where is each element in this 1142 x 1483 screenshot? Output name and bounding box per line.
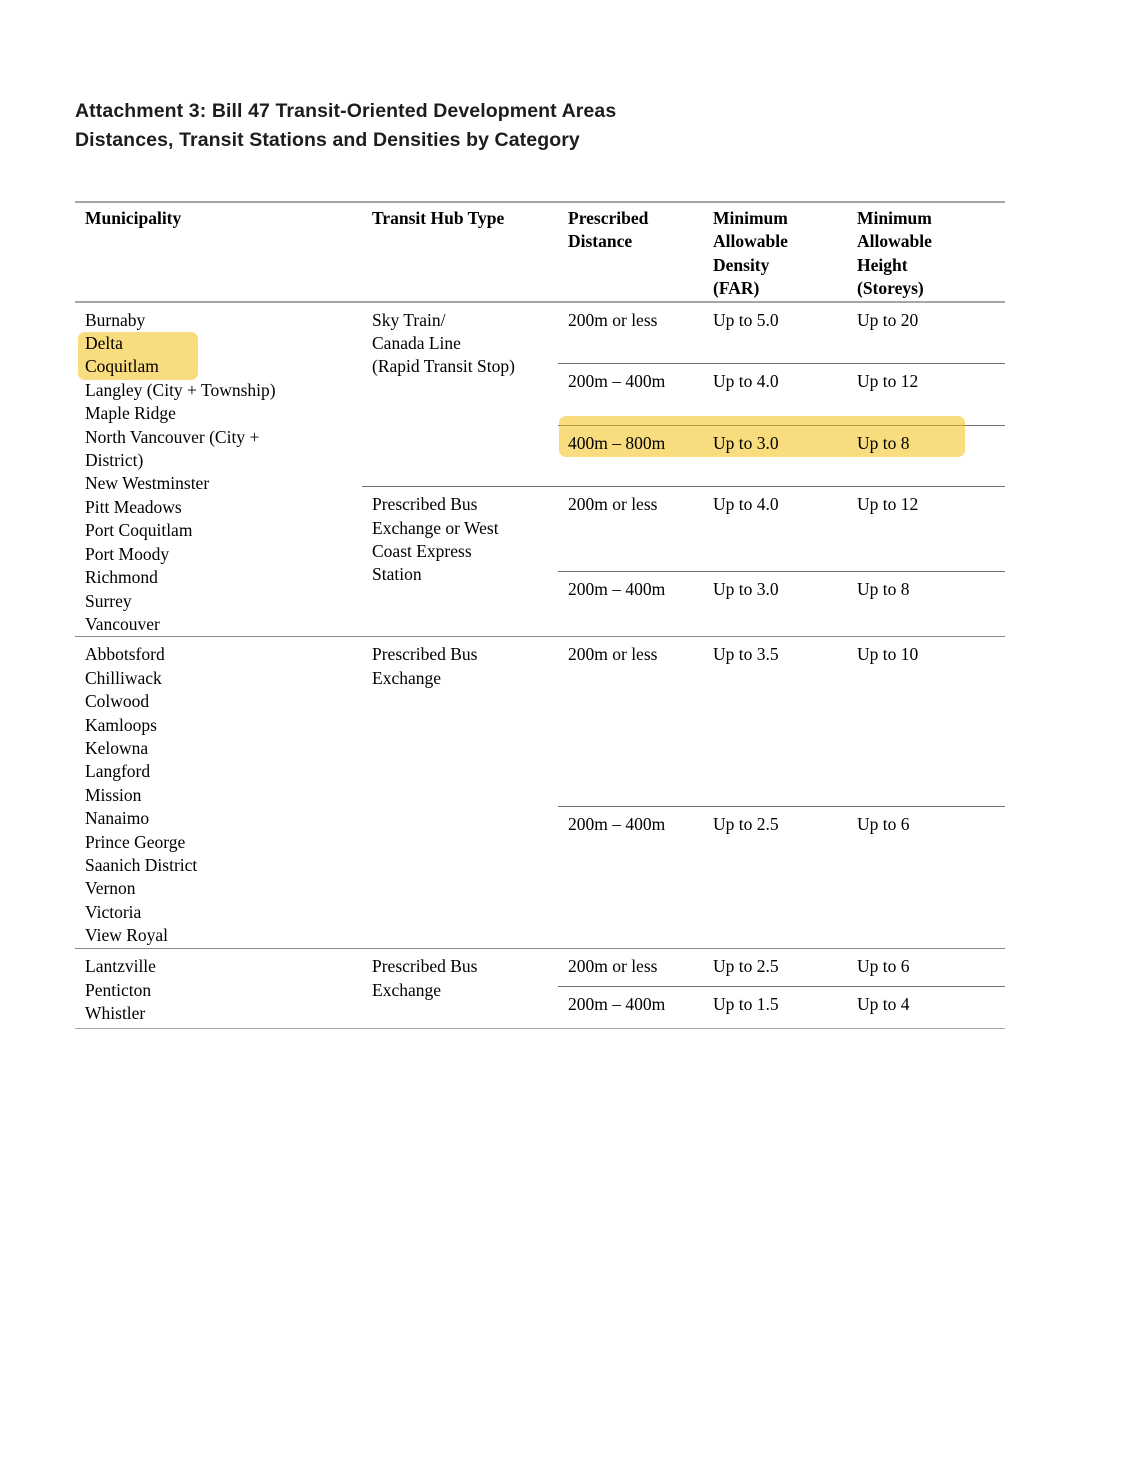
density-cell — [703, 572, 847, 637]
municipality-item: Chilliwack — [85, 667, 162, 688]
table-row — [75, 637, 1005, 807]
hub-type-line: Exchange or West — [372, 517, 499, 538]
municipality-item: Burnaby — [85, 309, 146, 330]
table-row — [75, 302, 1005, 364]
municipality-item: Penticton — [85, 979, 152, 1000]
municipality-item: Saanich District — [85, 854, 198, 875]
hub-type-line: Prescribed Bus — [372, 644, 478, 665]
municipality-cell-group3 — [75, 949, 362, 1029]
municipality-item: Coquitlam — [85, 356, 159, 377]
municipality-item: Whistler — [85, 1003, 146, 1024]
density-value: Up to 2.5 — [713, 956, 779, 977]
distance-cell — [558, 426, 703, 487]
height-value: Up to 20 — [857, 309, 919, 330]
hub-type-line: Station — [372, 564, 422, 585]
hub-type-line: Prescribed Bus — [372, 956, 478, 977]
column-header-hub-type: Transit Hub Type — [362, 202, 558, 302]
distance-value: 200m or less — [568, 956, 658, 977]
municipality-item: Langford — [85, 761, 151, 782]
density-value: Up to 1.5 — [713, 994, 779, 1015]
distance-value: 200m – 400m — [568, 579, 666, 600]
municipality-item: Mission — [85, 784, 142, 805]
height-cell — [847, 487, 1005, 572]
distance-value: 200m or less — [568, 309, 658, 330]
municipality-item: Richmond — [85, 567, 158, 588]
density-value: Up to 3.5 — [713, 644, 779, 665]
distance-cell — [558, 572, 703, 637]
municipality-item: New Westminster — [85, 473, 210, 494]
municipality-item: Nanaimo — [85, 808, 150, 829]
height-value: Up to 6 — [857, 956, 910, 977]
density-value: Up to 4.0 — [713, 371, 779, 392]
hub-type-cell — [362, 949, 558, 1029]
municipality-item: Port Coquitlam — [85, 520, 193, 541]
height-value: Up to 12 — [857, 494, 919, 515]
municipality-item: Vancouver — [85, 613, 160, 634]
page-title-line2: Distances, Transit Stations and Densities by Category — [75, 128, 580, 151]
height-cell — [847, 302, 1005, 364]
column-header-density: Minimum Allowable Density (FAR) — [703, 202, 847, 302]
hub-type-line: (Rapid Transit Stop) — [372, 356, 515, 377]
municipality-item: Surrey — [85, 590, 132, 611]
page-title-line1: Attachment 3: Bill 47 Transit-Oriented Development Areas — [75, 100, 617, 122]
hub-type-line: Canada Line — [372, 333, 461, 354]
distance-value: 400m – 800m — [568, 433, 666, 454]
height-value: Up to 4 — [857, 994, 910, 1015]
municipality-item: Kelowna — [85, 737, 149, 758]
table-row — [75, 949, 1005, 987]
hub-type-cell — [362, 637, 558, 949]
municipality-item: View Royal — [85, 925, 169, 946]
column-header-distance: Prescribed Distance — [558, 202, 703, 302]
distance-value: 200m or less — [568, 644, 658, 665]
height-value: Up to 10 — [857, 644, 919, 665]
hub-type-line: Exchange — [372, 667, 441, 688]
density-cell — [703, 987, 847, 1029]
density-cell — [703, 807, 847, 949]
hub-type-cell — [362, 487, 558, 637]
distance-cell — [558, 987, 703, 1029]
municipality-item: Abbotsford — [85, 644, 165, 665]
height-cell — [847, 572, 1005, 637]
municipality-item: Delta — [85, 333, 123, 354]
height-value: Up to 8 — [857, 579, 910, 600]
density-cell — [703, 949, 847, 987]
distance-value: 200m – 400m — [568, 371, 666, 392]
distance-cell — [558, 302, 703, 364]
municipality-cell-group2 — [75, 637, 362, 949]
municipality-item: Pitt Meadows — [85, 496, 182, 517]
municipality-item: Kamloops — [85, 714, 157, 735]
municipality-item: Lantzville — [85, 956, 156, 977]
municipality-item: Prince George — [85, 831, 186, 852]
height-value: Up to 6 — [857, 814, 910, 835]
height-cell — [847, 987, 1005, 1029]
density-cell — [703, 637, 847, 807]
distance-cell — [558, 949, 703, 987]
municipality-item: Port Moody — [85, 543, 170, 564]
height-value: Up to 12 — [857, 371, 919, 392]
municipality-item: Langley (City + Township) — [85, 379, 276, 400]
hub-type-cell — [362, 302, 558, 487]
density-cell — [703, 487, 847, 572]
tod-table — [75, 201, 1005, 1029]
column-header-municipality: Municipality — [75, 202, 362, 302]
municipality-item: Vernon — [85, 878, 136, 899]
distance-value: 200m – 400m — [568, 994, 666, 1015]
height-cell — [847, 807, 1005, 949]
height-cell — [847, 949, 1005, 987]
hub-type-line: Coast Express — [372, 540, 472, 561]
municipality-item: Victoria — [85, 901, 142, 922]
hub-type-line: Sky Train/ — [372, 309, 446, 330]
density-value: Up to 5.0 — [713, 309, 779, 330]
municipality-item: Colwood — [85, 691, 150, 712]
density-value: Up to 4.0 — [713, 494, 779, 515]
page-title — [75, 97, 1142, 154]
distance-value: 200m – 400m — [568, 814, 666, 835]
municipality-cell-group1 — [75, 302, 362, 637]
municipality-item: North Vancouver (City + District) — [85, 426, 260, 471]
distance-cell — [558, 637, 703, 807]
distance-cell — [558, 807, 703, 949]
density-value: Up to 3.0 — [713, 579, 779, 600]
distance-value: 200m or less — [568, 494, 658, 515]
density-value: Up to 2.5 — [713, 814, 779, 835]
density-cell — [703, 302, 847, 364]
density-value: Up to 3.0 — [713, 433, 779, 454]
column-header-height: Minimum Allowable Height (Storeys) — [847, 202, 1005, 302]
height-cell — [847, 637, 1005, 807]
hub-type-line: Prescribed Bus — [372, 494, 478, 515]
table-header-row — [75, 202, 1005, 302]
distance-cell — [558, 487, 703, 572]
height-value: Up to 8 — [857, 433, 910, 454]
hub-type-line: Exchange — [372, 979, 441, 1000]
municipality-item: Maple Ridge — [85, 403, 176, 424]
